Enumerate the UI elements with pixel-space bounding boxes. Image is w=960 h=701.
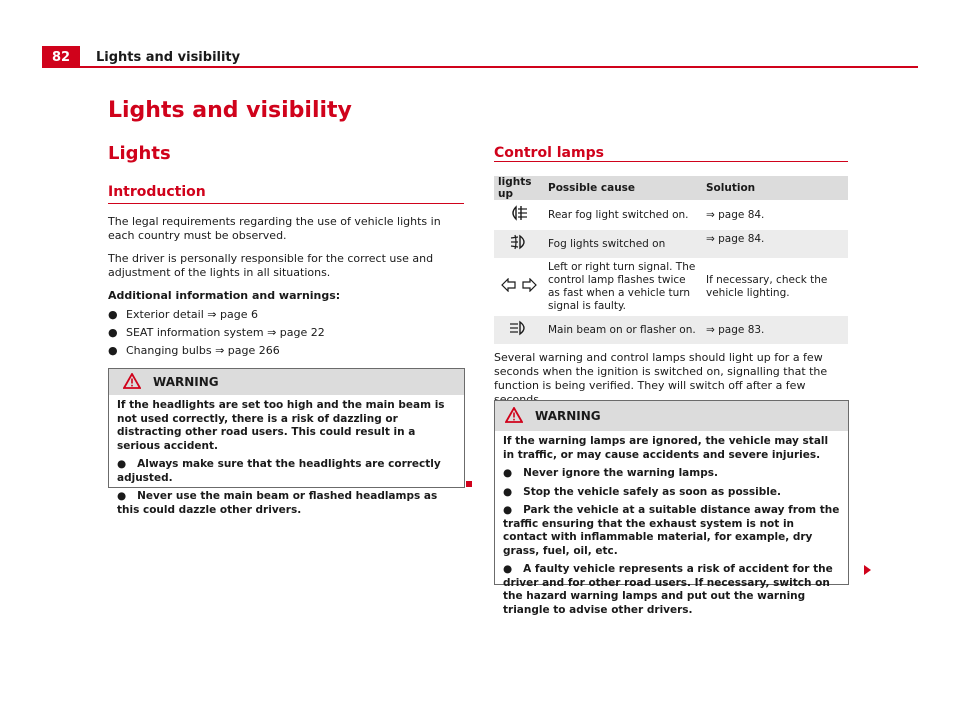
warning-triangle-icon [505, 407, 523, 426]
chapter-title: Lights and visibility [108, 98, 352, 123]
table-row [494, 316, 848, 344]
table-row [494, 200, 848, 230]
warning-title: WARNING [535, 409, 601, 423]
link-text[interactable]: Exterior detail ⇒ page 6 [126, 308, 258, 321]
cause-cell: Fog lights switched on [544, 230, 702, 258]
main-beam-icon [494, 316, 544, 344]
section-end-mark [466, 481, 472, 487]
header-rule [80, 66, 918, 68]
turn-signal-icon [494, 258, 544, 316]
warning-box-headlights [108, 368, 465, 516]
subsection-title: Introduction [108, 184, 206, 200]
warning-bullet: ● Stop the vehicle safely as soon as possible. [503, 485, 781, 498]
control-lamps-rule [494, 161, 848, 162]
warning-triangle-icon [123, 373, 141, 392]
link-item[interactable] [108, 308, 258, 322]
warning-bullet: ● Always make sure that the headlights are correctly adjusted. [117, 458, 441, 484]
column-header: Possible cause [544, 176, 702, 200]
bullet-dot: ● [108, 344, 118, 357]
solution-cell[interactable]: ⇒ page 84. [706, 208, 765, 221]
bullet-dot: ● [108, 326, 118, 339]
section-title: Lights [108, 143, 171, 164]
continue-arrow-icon [864, 565, 871, 575]
link-item[interactable] [108, 344, 280, 358]
column-header: lights up [494, 176, 544, 200]
link-item[interactable] [108, 326, 325, 340]
subsection-rule [108, 203, 464, 204]
link-text[interactable]: SEAT information system ⇒ page 22 [126, 326, 325, 339]
warning-bullet: ● A faulty vehicle represents a risk of accident for the driver and for other road users. If necessary, switch on the hazard warning lamps and put out the warning triangle to advise other drivers. [503, 563, 833, 616]
cause-cell: Rear fog light switched on. [548, 208, 689, 221]
running-title: Lights and visibility [96, 50, 241, 65]
solution-cell[interactable]: ⇒ page 84. [702, 230, 848, 258]
warning-body [495, 431, 848, 621]
warning-header [495, 401, 848, 431]
intro-paragraph-2: The driver is personally responsible for the correct use and adjustment of the lights in all situations. [108, 252, 434, 279]
cause-cell: Left or right turn signal. The control lamp flashes twice as fast when a vehicle turn signal is faulty. [548, 261, 696, 312]
cause-cell: Main beam on or flasher on. [544, 316, 702, 344]
solution-cell: If necessary, check the vehicle lighting. [706, 274, 828, 299]
warning-bullet: ● Never use the main beam or flashed headlamps as this could dazzle other drivers. [117, 490, 438, 516]
table-header-row [494, 176, 848, 200]
warning-bullet: ● Never ignore the warning lamps. [503, 467, 718, 479]
warning-header [109, 369, 464, 395]
warning-text: If the warning lamps are ignored, the vehicle may stall in traffic, or may cause accidents and severe injuries. [503, 435, 829, 461]
lamps-info-paragraph: Several warning and control lamps should light up for a few seconds when the ignition is switched on, signalling that the function is being verified. They will switch off after a few [494, 351, 828, 392]
additional-info-heading: Additional information and warnings: [108, 289, 341, 302]
intro-paragraph-1: The legal requirements regarding the use of vehicle lights in each country must be observed. [108, 215, 441, 242]
page-number: 82 [42, 46, 80, 68]
warning-title: WARNING [153, 375, 219, 389]
table-row [494, 258, 848, 316]
bullet-dot: ● [108, 308, 118, 321]
control-lamps-table [494, 176, 848, 344]
column-header: Solution [702, 176, 848, 200]
warning-box-lamps [494, 400, 849, 616]
warning-text: If the headlights are set too high and the main beam is not used correctly, there is a risk of dazzling or distracting other road users. This could result in a serious accident. [117, 399, 445, 452]
table-row [494, 230, 848, 258]
warning-body [109, 395, 464, 521]
rear-fog-light-icon [494, 200, 544, 230]
link-text[interactable]: Changing bulbs ⇒ page 266 [126, 344, 280, 357]
warning-bullet: ● Park the vehicle at a suitable distance away from the traffic ensuring that the exhaust system is not in contact with inflammable material, for example, dry grass, fuel, oil, etc. [503, 504, 840, 557]
fog-lights-icon [494, 230, 544, 258]
solution-cell[interactable]: ⇒ page 83. [702, 316, 848, 344]
control-lamps-title: Control lamps [494, 145, 604, 161]
